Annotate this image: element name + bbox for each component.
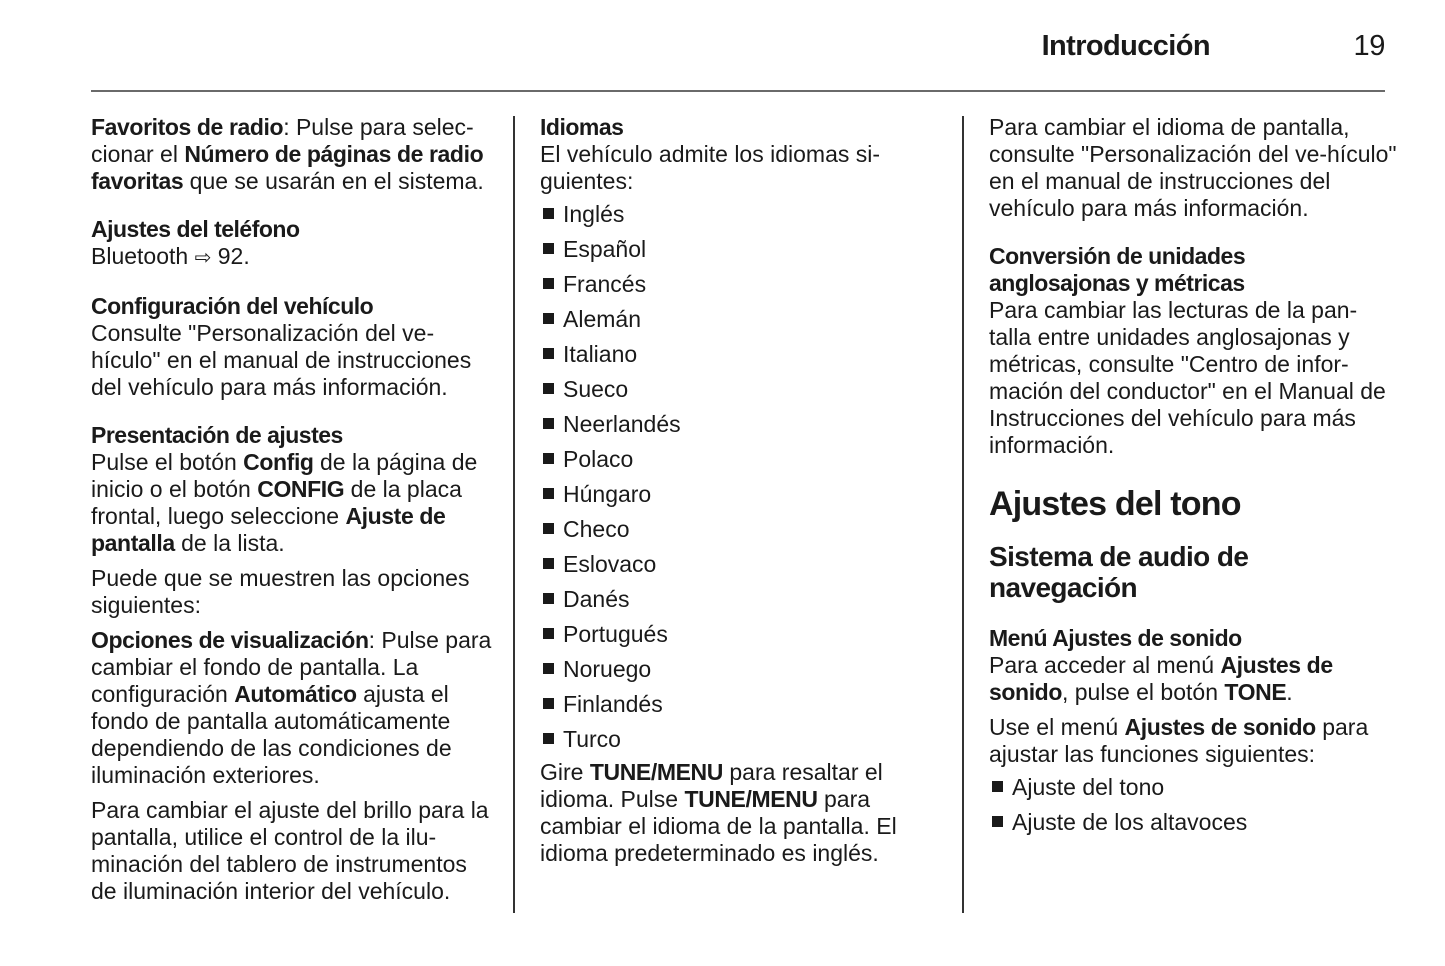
lang-change-paragraph: Para cambiar el idioma de pantalla, consulte "Personalización del ve-hículo" en el manual de instrucciones del vehículo para más información. <box>989 114 1397 221</box>
list-item <box>540 656 940 691</box>
phone-settings-heading: Ajustes del teléfono <box>91 216 300 242</box>
list-item <box>540 516 940 551</box>
square-bullet-icon <box>543 243 554 254</box>
list-item <box>989 774 1399 809</box>
functions-list <box>989 774 1399 844</box>
units-section <box>989 243 1399 459</box>
list-item <box>540 271 940 306</box>
text: Pulse el botón <box>91 449 244 475</box>
square-bullet-icon <box>543 663 554 674</box>
bold-term: TUNE/MENU <box>589 759 723 785</box>
text: que se usarán en el sistema. <box>183 168 484 194</box>
display-options-paragraph <box>91 627 496 789</box>
bold-term: Automático <box>234 681 357 707</box>
list-item <box>989 809 1399 844</box>
list-item <box>540 411 940 446</box>
language-name: Danés <box>563 586 630 612</box>
list-item <box>540 621 940 656</box>
square-bullet-icon <box>992 781 1003 792</box>
text: de la placa frontal, luego seleccione <box>91 476 462 529</box>
square-bullet-icon <box>543 313 554 324</box>
text: ajusta el fondo de pantalla automáticamente dependiendo de las condiciones de iluminación exteriores. <box>91 681 452 788</box>
list-item <box>540 726 940 761</box>
language-name: Portugués <box>563 621 668 647</box>
text: : Pulse para selec-cionar el <box>91 114 474 167</box>
column-divider <box>962 116 964 913</box>
list-item <box>540 236 940 271</box>
square-bullet-icon <box>543 418 554 429</box>
fav-radio-paragraph <box>91 114 496 195</box>
language-name: Finlandés <box>563 691 663 717</box>
section-title: Introducción <box>1041 30 1210 62</box>
text: para cambiar el idioma de la pantalla. El idioma predeterminado es inglés. <box>540 786 897 866</box>
language-name: Neerlandés <box>563 411 681 437</box>
bold-term: Ajustes de sonido <box>1124 714 1316 740</box>
language-name: Francés <box>563 271 647 297</box>
text: para resaltar el idioma. Pulse <box>540 759 883 812</box>
square-bullet-icon <box>543 628 554 639</box>
function-name: Ajuste de los altavoces <box>1012 809 1248 835</box>
brightness-paragraph: Para cambiar el ajuste del brillo para la pantalla, utilice el control de la ilu-minación del tablero de instrumentos de iluminación interior del vehículo. <box>91 797 489 904</box>
square-bullet-icon <box>543 733 554 744</box>
square-bullet-icon <box>543 278 554 289</box>
square-bullet-icon <box>543 558 554 569</box>
units-heading: Conversión de unidades anglosajonas y métricas <box>989 243 1246 296</box>
square-bullet-icon <box>543 698 554 709</box>
column-right <box>989 114 1399 848</box>
column-middle <box>540 114 940 875</box>
text: Gire <box>540 759 590 785</box>
list-item <box>540 481 940 516</box>
language-name: Español <box>563 236 647 262</box>
text: Para acceder al menú <box>989 652 1221 678</box>
list-item <box>540 376 940 411</box>
header-rule <box>91 90 1385 92</box>
text: Bluetooth <box>91 243 195 269</box>
list-item <box>540 201 940 236</box>
list-item <box>540 551 940 586</box>
text: de la página de inicio o el botón <box>91 449 478 502</box>
languages-outro <box>540 759 940 867</box>
options-intro: Puede que se muestren las opciones siguientes: <box>91 565 470 618</box>
language-name: Checo <box>563 516 630 542</box>
bold-term: CONFIG <box>257 476 345 502</box>
text: Use el menú <box>989 714 1125 740</box>
square-bullet-icon <box>543 453 554 464</box>
square-bullet-icon <box>543 523 554 534</box>
page-header <box>91 0 1385 92</box>
page-number: 19 <box>1353 30 1385 62</box>
square-bullet-icon <box>543 383 554 394</box>
language-name: Italiano <box>563 341 638 367</box>
phone-settings-section <box>91 216 496 272</box>
text: , pulse el botón <box>1061 679 1225 705</box>
list-item <box>540 586 940 621</box>
language-name: Alemán <box>563 306 641 332</box>
language-name: Noruego <box>563 656 652 682</box>
sound-use-paragraph <box>989 714 1399 768</box>
languages-list <box>540 201 940 761</box>
nav-audio-title: Sistema de audio de navegación <box>989 541 1249 603</box>
bold-term: Config <box>243 449 314 475</box>
function-name: Ajuste del tono <box>1012 774 1165 800</box>
bold-term: Ajuste de pantalla <box>91 503 446 556</box>
list-item <box>540 691 940 726</box>
text: Consulte "Personalización del ve-hículo" en el manual de instrucciones del vehículo para más información. <box>91 320 472 400</box>
tone-settings-title: Ajustes del tono <box>989 485 1241 523</box>
bold-term: TONE <box>1224 679 1287 705</box>
bold-term: Número de páginas de radio favoritas <box>91 141 484 194</box>
sound-menu-section <box>989 625 1399 706</box>
square-bullet-icon <box>992 816 1003 827</box>
sound-menu-heading: Menú Ajustes de sonido <box>989 625 1242 651</box>
text: . <box>1286 679 1293 705</box>
square-bullet-icon <box>543 208 554 219</box>
text: : Pulse para cambiar el fondo de pantalla. La configuración <box>91 627 492 707</box>
list-item <box>540 306 940 341</box>
language-name: Eslovaco <box>563 551 657 577</box>
page-reference-arrow-icon: ⇨ <box>194 247 212 269</box>
list-item <box>540 446 940 481</box>
square-bullet-icon <box>543 348 554 359</box>
column-left <box>91 114 496 913</box>
page-reference[interactable]: 92. <box>211 243 250 269</box>
bold-term: Ajustes de sonido <box>989 652 1333 705</box>
display-options-label: Opciones de visualización <box>91 627 369 653</box>
language-name: Polaco <box>563 446 634 472</box>
display-settings-heading: Presentación de ajustes <box>91 422 343 448</box>
bold-term: TUNE/MENU <box>684 786 818 812</box>
languages-heading: Idiomas <box>540 114 624 140</box>
fav-radio-label: Favoritos de radio <box>91 114 284 140</box>
display-settings-section <box>91 422 496 557</box>
square-bullet-icon <box>543 488 554 499</box>
text: de la lista. <box>174 530 285 556</box>
vehicle-config-section <box>91 293 496 401</box>
text: Para cambiar las lecturas de la pan-talla entre unidades anglosajonas y métricas, consulte "Centro de infor-mación del conductor" en el Manual de Instrucciones del vehículo para más información. <box>989 297 1386 458</box>
square-bullet-icon <box>543 593 554 604</box>
languages-intro: El vehículo admite los idiomas si-guientes: <box>540 141 881 194</box>
language-name: Húngaro <box>563 481 652 507</box>
language-name: Inglés <box>563 201 625 227</box>
language-name: Turco <box>563 726 621 752</box>
list-item <box>540 341 940 376</box>
vehicle-config-heading: Configuración del vehículo <box>91 293 374 319</box>
column-divider <box>513 116 515 913</box>
language-name: Sueco <box>563 376 629 402</box>
text: para ajustar las funciones siguientes: <box>989 714 1369 767</box>
